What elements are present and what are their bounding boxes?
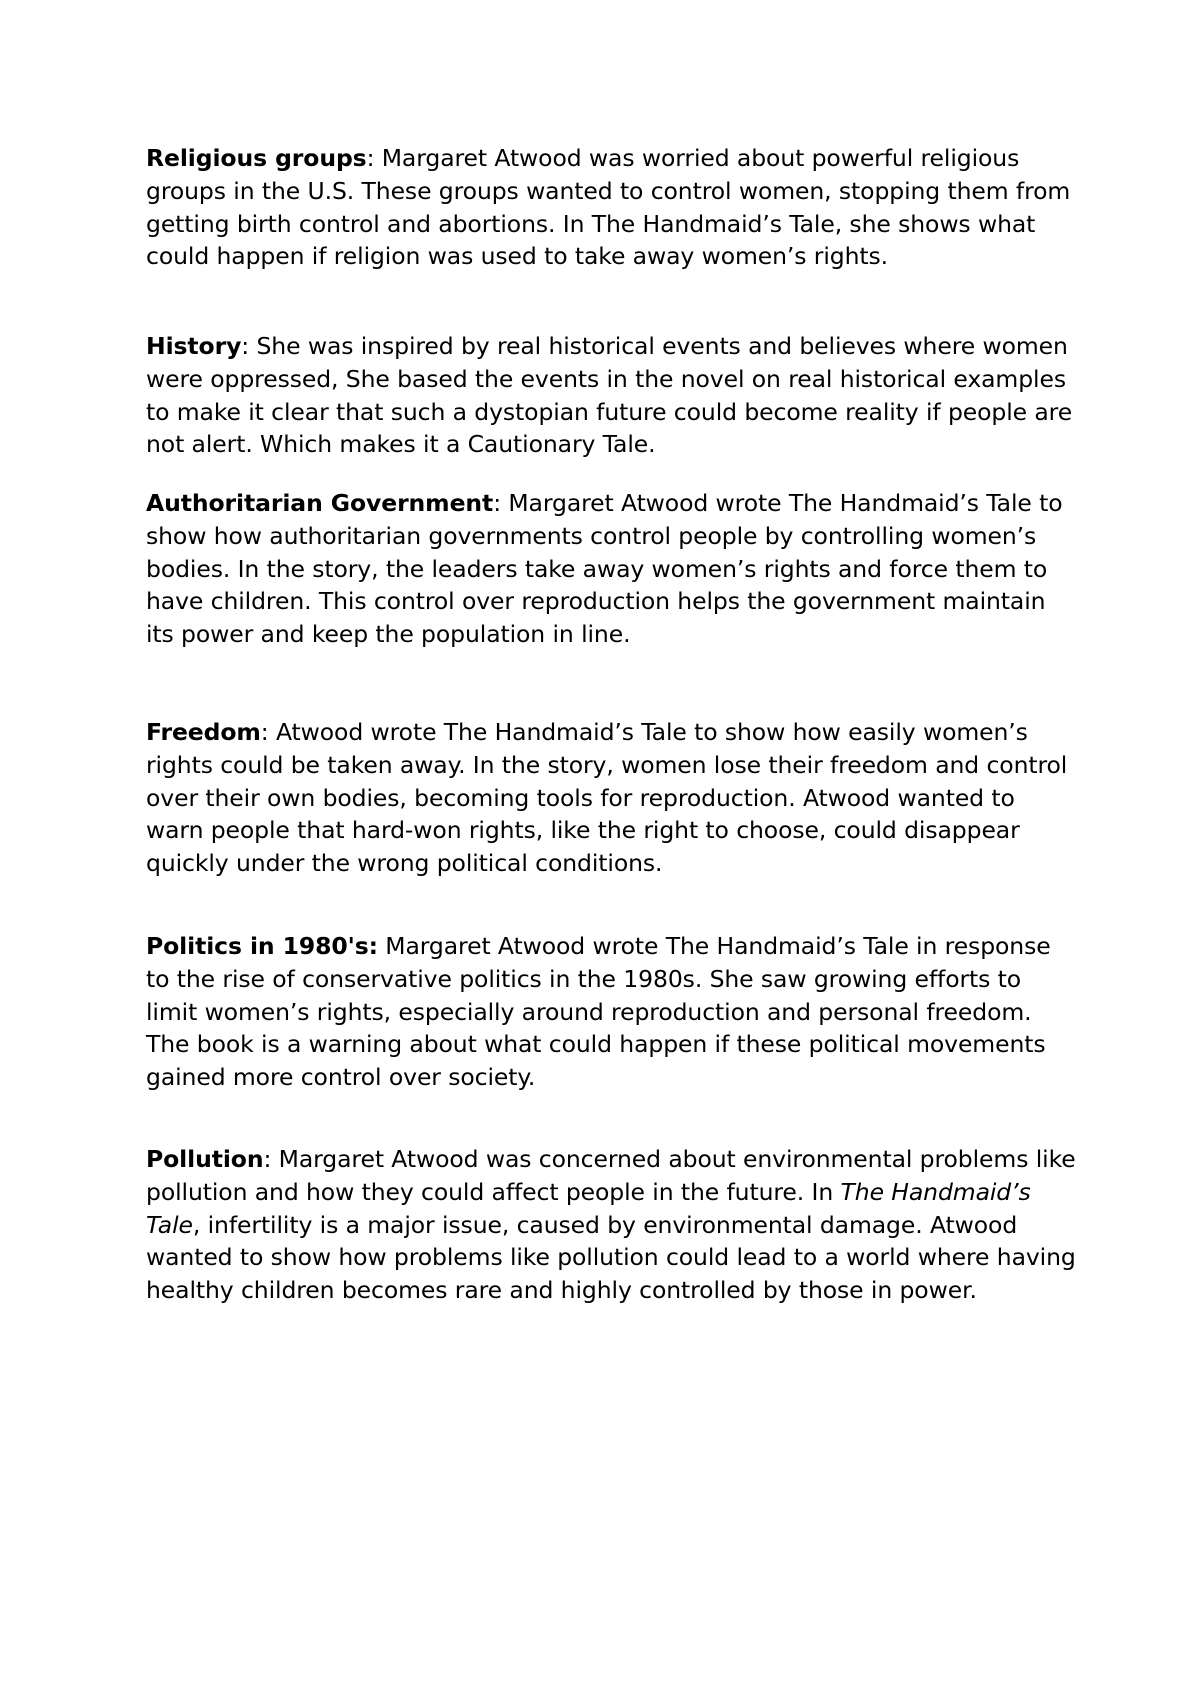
body-pollution-part2: , infertility is a major issue, caused by environmental damage. Atwood wanted to show how problems like pollution could lead to a world where having healthy children becomes rare and highly controlled by those in power. [146,1210,1076,1305]
heading-politics-1980s: Politics in 1980's: [146,932,378,960]
heading-history: History [146,332,242,360]
book-title-italic: The Handmaid’s Tale [146,1177,1031,1239]
heading-authoritarian-government: Authoritarian Government [146,489,494,517]
heading-pollution: Pollution [146,1145,264,1173]
body-religious-groups: : Margaret Atwood was worried about powerful religious groups in the U.S. These groups wanted to control women, stopping them from getting birth control and abortions. In The Handmaid’s Tale, she shows what could happen if religion was used to take away women’s rights. [146,144,1071,271]
heading-freedom: Freedom [146,718,261,746]
paragraph-history [146,330,1076,461]
heading-religious-groups: Religious groups [146,144,367,172]
body-politics-1980s: Margaret Atwood wrote The Handmaid’s Tale in response to the rise of conservative politics in the 1980s. She saw growing efforts to limit women’s rights, especially around reproduction and personal freedom. The book is a warning about what could happen if these political movements gained more control over society. [146,932,1051,1092]
paragraph-politics-1980s [146,930,1076,1094]
paragraph-religious-groups [146,142,1076,273]
paragraph-pollution [146,1143,1076,1307]
body-authoritarian-government: : Margaret Atwood wrote The Handmaid’s Tale to show how authoritarian governments control people by controlling women’s bodies. In the story, the leaders take away women’s rights and force them to have children. This control over reproduction helps the government maintain its power and keep the population in line. [146,489,1063,649]
paragraph-freedom [146,716,1076,880]
body-freedom: : Atwood wrote The Handmaid’s Tale to show how easily women’s rights could be taken away. In the story, women lose their freedom and control over their own bodies, becoming tools for reproduction. Atwood wanted to warn people that hard-won rights, like the right to choose, could disappear quickly under the wrong political conditions. [146,718,1068,878]
paragraph-authoritarian-government [146,487,1076,651]
body-pollution-part1: : Margaret Atwood was concerned about environmental problems like pollution and how they could affect people in the future. In [146,1145,1076,1206]
body-history: : She was inspired by real historical events and believes where women were oppressed, She based the events in the novel on real historical examples to make it clear that such a dystopian future could become reality if people are not alert. Which makes it a Cautionary Tale. [146,332,1073,459]
